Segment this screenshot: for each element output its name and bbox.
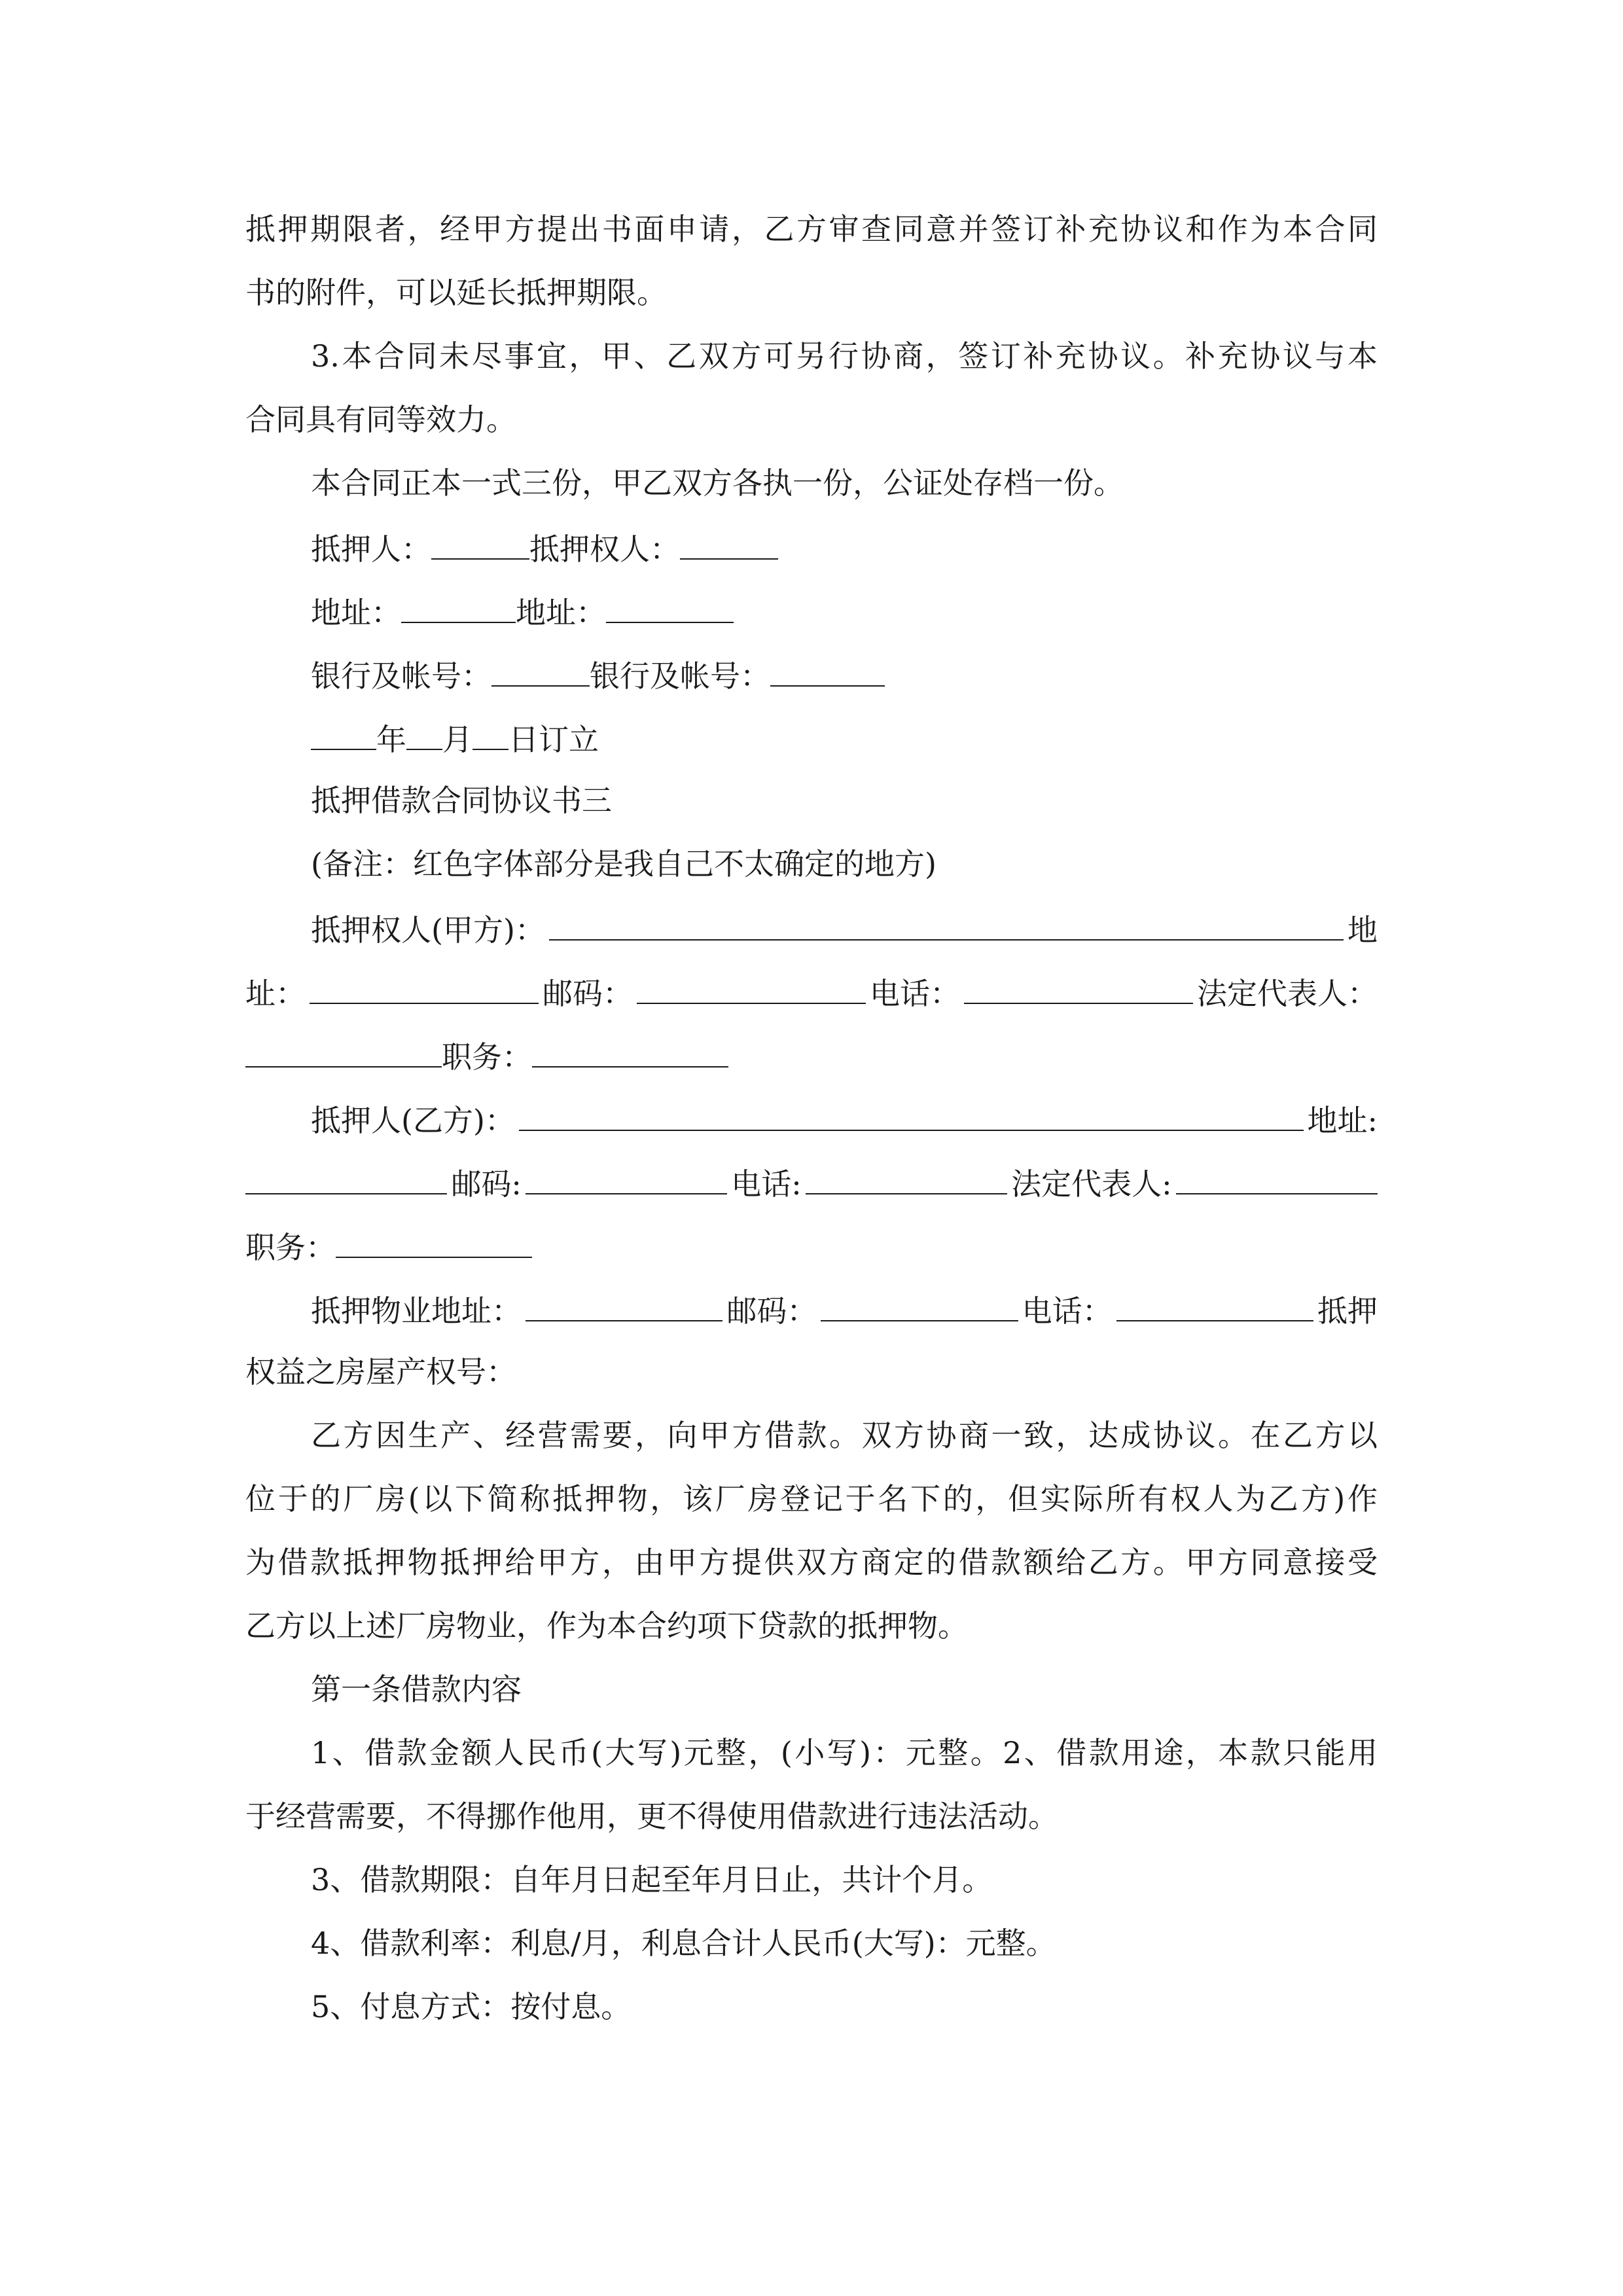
party-a-row	[311, 908, 1378, 950]
postcode-label: 邮码：	[543, 976, 633, 1011]
paragraph-line: 于经营需要，不得挪作他用，更不得使用借款进行违法活动。	[245, 1799, 1058, 1834]
phone-label: 电话：	[870, 976, 960, 1011]
paragraph-line: 1、借款金额人民币(大写)元整，(小写)：元整。2、借款用途，本款只能用	[311, 1735, 1378, 1770]
position-label: 职务：	[442, 1039, 532, 1075]
day-blank	[473, 717, 508, 750]
date-row	[311, 717, 1378, 759]
postcode-blank	[821, 1289, 1018, 1321]
remark-note: (备注：红色字体部分是我自己不太确定的地方)	[311, 846, 936, 882]
phone-blank	[806, 1162, 1007, 1194]
postcode-label: 邮码:	[451, 1166, 522, 1202]
position-blank	[336, 1225, 532, 1258]
mortgagee-blank	[680, 527, 778, 560]
bank-account-blank	[770, 654, 885, 687]
mortgagor-blank	[431, 527, 529, 560]
property-title-number: 权益之房屋产权号：	[245, 1354, 516, 1390]
paragraph-line: 为借款抵押物抵押给甲方，由甲方提供双方商定的借款额给乙方。甲方同意接受	[245, 1545, 1378, 1580]
address-label: 址：	[245, 976, 306, 1011]
paragraph-line: 乙方以上述厂房物业，作为本合约项下贷款的抵押物。	[245, 1608, 968, 1643]
property-address-label: 抵押物业地址：	[311, 1293, 522, 1329]
clause-3-line: 3.本合同未尽事宜，甲、乙双方可另行协商，签订补充协议。补充协议与本	[311, 338, 1378, 374]
party-b-label: 抵押人(乙方)：	[311, 1103, 515, 1138]
mortgagor-label: 抵押人：	[311, 531, 431, 567]
bank-account-blank	[491, 654, 590, 687]
legal-rep-blank	[1176, 1162, 1378, 1194]
phone-blank	[1116, 1289, 1313, 1321]
postcode-blank	[526, 1162, 727, 1194]
paragraph-line: 书的附件，可以延长抵押期限。	[245, 275, 667, 310]
phone-label: 电话：	[1022, 1293, 1113, 1329]
position-label: 职务：	[245, 1230, 336, 1265]
agreement-title: 抵押借款合同协议书三	[311, 783, 612, 818]
year-blank	[311, 717, 376, 750]
phone-label: 电话:	[731, 1166, 802, 1202]
party-a-position-row	[245, 1035, 1378, 1077]
address-row	[311, 590, 1378, 632]
address-label: 地址：	[311, 595, 401, 630]
postcode-blank	[637, 971, 866, 1004]
paragraph-line: 位于的厂房(以下简称抵押物，该厂房登记于名下的，但实际所有权人为乙方)作	[245, 1481, 1378, 1516]
party-b-row	[311, 1098, 1378, 1140]
bank-row	[311, 654, 1378, 696]
postcode-label: 邮码：	[726, 1293, 817, 1329]
bank-account-label: 银行及帐号：	[311, 658, 491, 694]
address-blank	[606, 590, 734, 623]
signatory-row	[311, 527, 1378, 569]
legal-rep-blank	[245, 1035, 442, 1067]
address-label: 地址:	[1307, 1103, 1378, 1138]
address-blank	[245, 1162, 447, 1194]
bank-account-label: 银行及帐号：	[590, 658, 770, 694]
mortgage-label: 抵押	[1317, 1293, 1378, 1329]
paragraph-line: 乙方因生产、经营需要，向甲方借款。双方协商一致，达成协议。在乙方以	[311, 1418, 1378, 1453]
month-blank	[406, 717, 442, 750]
year-label: 年	[376, 722, 406, 757]
position-blank	[532, 1035, 728, 1067]
phone-blank	[964, 971, 1193, 1004]
paragraph-line: 合同具有同等效力。	[245, 402, 516, 437]
address-label: 地址：	[516, 595, 606, 630]
party-a-blank	[549, 908, 1344, 941]
address-label: 地	[1347, 912, 1378, 948]
copies-clause: 本合同正本一式三份，甲乙双方各执一份，公证处存档一份。	[311, 465, 1124, 501]
property-address-blank	[526, 1289, 722, 1321]
payment-method-item: 5、付息方式：按付息。	[311, 1989, 632, 2024]
party-a-details-row	[245, 971, 1378, 1013]
article-heading: 第一条借款内容	[311, 1672, 522, 1707]
party-a-label: 抵押权人(甲方)：	[311, 912, 545, 948]
property-row	[311, 1289, 1378, 1331]
address-blank	[401, 590, 516, 623]
month-label: 月	[442, 722, 473, 757]
legal-rep-label: 法定代表人:	[1011, 1166, 1172, 1202]
party-b-blank	[519, 1098, 1304, 1131]
signed-label: 日订立	[508, 722, 599, 757]
party-b-details-row	[245, 1162, 1378, 1204]
loan-term-item: 3、借款期限：自年月日起至年月日止，共计个月。	[311, 1862, 993, 1897]
paragraph-line: 抵押期限者，经甲方提出书面申请，乙方审查同意并签订补充协议和作为本合同	[245, 211, 1378, 247]
mortgagee-label: 抵押权人：	[529, 531, 680, 567]
legal-rep-label: 法定代表人：	[1197, 976, 1378, 1011]
address-blank	[310, 971, 539, 1004]
interest-rate-item: 4、借款利率：利息/月，利息合计人民币(大写)：元整。	[311, 1926, 1056, 1961]
party-b-position-row	[245, 1225, 1378, 1267]
